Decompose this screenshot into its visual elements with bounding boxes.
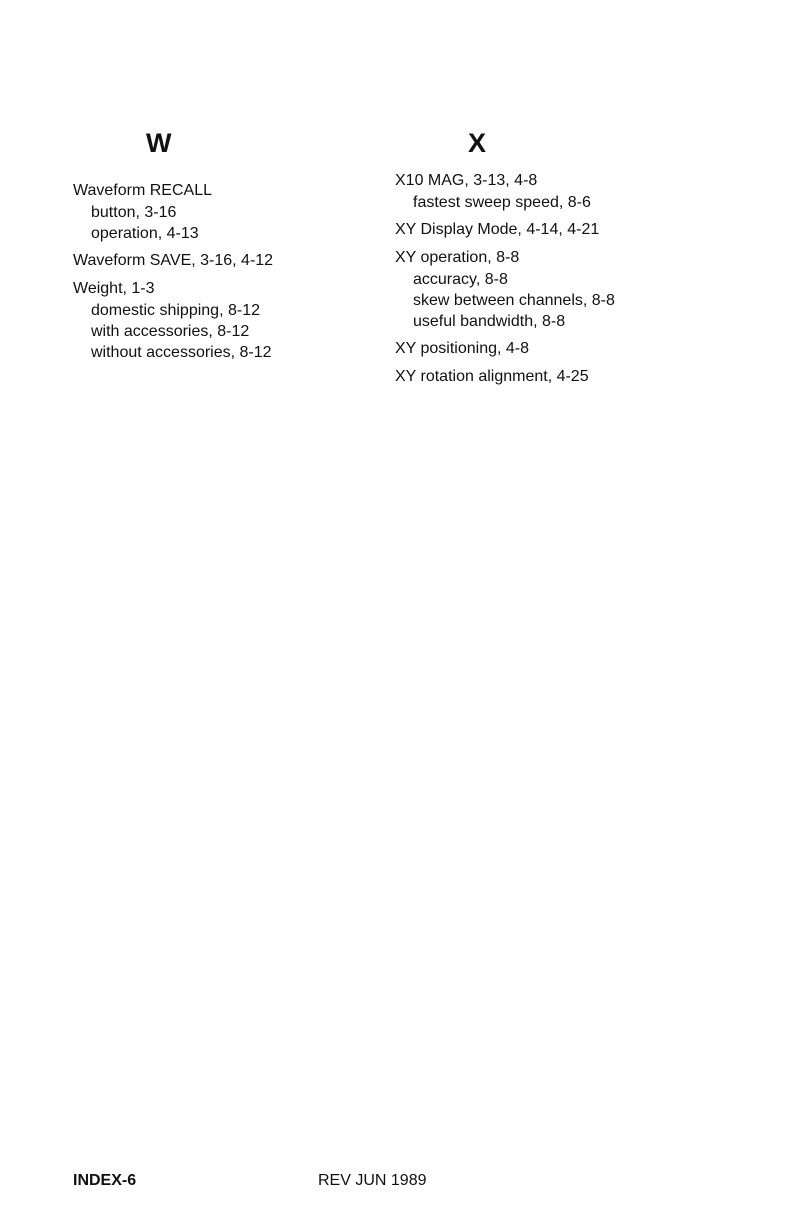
subentry: useful bandwidth, 8-8 (413, 313, 566, 330)
entry-heading: Waveform RECALL (73, 182, 212, 199)
subentry-list (395, 192, 615, 213)
subentry-list (395, 269, 615, 332)
subentry: skew between channels, 8-8 (413, 292, 615, 309)
subentry: fastest sweep speed, 8-6 (413, 194, 591, 211)
entry-heading: XY positioning, 4-8 (395, 340, 530, 357)
subentry-list (73, 202, 273, 244)
index-entry (395, 338, 615, 360)
entry-heading: X10 MAG, 3-13, 4-8 (395, 172, 538, 189)
page-label: INDEX-6 (73, 1172, 137, 1189)
index-entry (73, 250, 273, 272)
entry-list-x (395, 170, 615, 394)
subentry-list (73, 300, 273, 363)
subentry: with accessories, 8-12 (91, 323, 250, 340)
index-entry (395, 366, 615, 388)
entry-heading: XY Display Mode, 4-14, 4-21 (395, 221, 600, 238)
subentry: without accessories, 8-12 (91, 344, 272, 361)
index-entry (73, 180, 273, 244)
entry-list-w (73, 180, 273, 369)
entry-heading: Weight, 1-3 (73, 280, 155, 297)
section-letter-x: X (468, 128, 487, 158)
index-entry (73, 278, 273, 363)
index-entry (395, 170, 615, 213)
entry-heading: Waveform SAVE, 3-16, 4-12 (73, 252, 274, 269)
subentry: operation, 4-13 (91, 225, 199, 242)
index-entry (395, 219, 615, 241)
index-entry (395, 247, 615, 332)
subentry: accuracy, 8-8 (413, 271, 508, 288)
section-letter-w: W (146, 128, 172, 158)
entry-heading: XY operation, 8-8 (395, 249, 520, 266)
subentry: domestic shipping, 8-12 (91, 302, 260, 319)
entry-heading: XY rotation alignment, 4-25 (395, 368, 589, 385)
subentry: button, 3-16 (91, 204, 177, 221)
revision-date: REV JUN 1989 (318, 1172, 427, 1189)
